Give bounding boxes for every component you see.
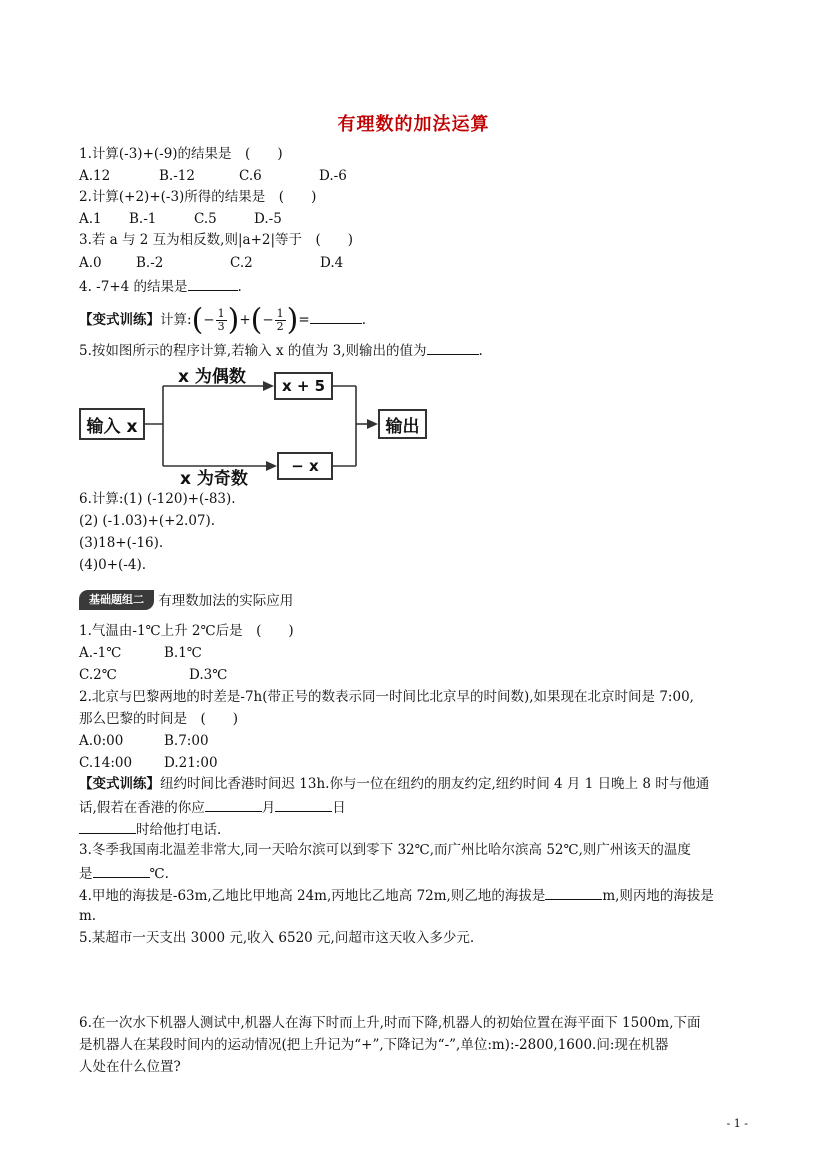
variant-training-2-line-1: 【变式训练】纽约时间比香港时间迟 13h.你与一位在纽约的朋友约定,纽约时间 4 月 1 日晚上 8 时与他通: [79, 776, 710, 792]
variant-label: 【变式训练】: [79, 312, 160, 328]
answer-blank[interactable]: [188, 276, 238, 291]
g-question-5: 5.某超市一天支出 3000 元,收入 6520 元,问超市这天收入多少元.: [79, 930, 475, 946]
fraction-one-third: $\frac{1}{3}$: [217, 307, 225, 333]
question-5: 5.按如图所示的程序计算,若输入 x 的值为 3,则输出的值为 .: [79, 340, 483, 360]
option-c: C.5: [194, 211, 217, 227]
g-question-6-line-3: 人处在什么位置?: [79, 1059, 181, 1075]
month-blank[interactable]: [205, 797, 262, 812]
variant-training-2-line-3: 时给他打电话.: [79, 819, 221, 839]
option-d: D.-6: [319, 168, 347, 184]
variant-training-1: 【变式训练】计算:(− $\frac{1}{3}$ )+(− $\frac{1}{2}$ )= .: [79, 302, 366, 338]
question-6-part-1: 6.计算:(1) (-120)+(-83).: [79, 491, 236, 507]
option-b: B.-1: [129, 211, 157, 227]
question-3-stem: 3.若 a 与 2 互为相反数,则|a+2|等于 ( ): [79, 232, 354, 248]
g-question-4-line-1: 4.甲地的海拔是-63m,乙地比甲地高 24m,丙地比乙地高 72m,则乙地的海拔是 m,则丙地的海拔是: [79, 885, 714, 905]
variant-label: 【变式训练】: [79, 776, 160, 792]
variant-training-2-line-2: 话,假若在香港的你应 月 日: [79, 797, 346, 817]
page-title: 有理数的加法运算: [337, 114, 490, 135]
option-a: A.0: [79, 255, 102, 271]
question-2-options: [79, 210, 282, 228]
flow-odd-label: x 为奇数: [180, 469, 248, 489]
g-question-1-stem: 1.气温由-1℃上升 2℃后是 ( ): [79, 623, 294, 639]
g-question-4-line-2: m.: [79, 908, 97, 924]
question-2-stem: 2.计算(+2)+(-3)所得的结果是 ( ): [79, 189, 317, 205]
question-6-part-2: (2) (-1.03)+(+2.07).: [79, 513, 216, 529]
option-a: A.12: [79, 168, 111, 184]
option-d: D.-5: [254, 211, 282, 227]
option-b: B.1℃: [164, 645, 202, 661]
g-question-6-line-2: 是机器人在某段时间内的运动情况(把上升记为“+”,下降记为“-”,单位:m):-2800,1600.问:现在机器: [79, 1037, 669, 1053]
answer-blank[interactable]: [545, 885, 602, 900]
fraction-one-half: $\frac{1}{2}$: [276, 307, 284, 333]
question-3-options: [79, 254, 343, 272]
question-4: 4. -7+4 的结果是 .: [79, 276, 242, 296]
page-number: - 1 -: [726, 1117, 748, 1130]
flow-output-box: 输出: [378, 409, 427, 439]
option-a: A.0:00: [79, 733, 124, 749]
section-title: 有理数加法的实际应用: [158, 593, 294, 609]
flow-add-five-box: x + 5: [274, 372, 333, 400]
day-blank[interactable]: [275, 797, 332, 812]
option-b: B.7:00: [164, 733, 209, 749]
flow-even-label: x 为偶数: [178, 367, 246, 387]
option-c: C.6: [239, 168, 262, 184]
option-c: C.2: [230, 255, 253, 271]
hour-blank[interactable]: [79, 819, 136, 834]
option-d: D.3℃: [189, 667, 228, 683]
g-question-3-line-2: 是 ℃.: [79, 863, 169, 883]
option-c: C.14:00: [79, 755, 133, 771]
section-header: [79, 592, 293, 612]
g-question-3-line-1: 3.冬季我国南北温差非常大,同一天哈尔滨可以到零下 32℃,而广州比哈尔滨高 52℃,则广州该天的温度: [79, 842, 691, 858]
option-d: D.4: [320, 255, 344, 271]
option-a: A.1: [79, 211, 102, 227]
answer-blank[interactable]: [93, 863, 150, 878]
question-6-part-3: (3)18+(-16).: [79, 535, 164, 551]
question-1-options: [79, 167, 347, 185]
question-6-part-4: (4)0+(-4).: [79, 557, 146, 573]
g-question-2-line-1: 2.北京与巴黎两地的时差是-7h(带正号的数表示同一时间比北京早的时间数),如果现在北京时间是 7:00,: [79, 689, 694, 705]
answer-blank[interactable]: [310, 309, 362, 324]
option-b: B.-12: [159, 168, 195, 184]
flow-input-box: 输入 x: [79, 408, 145, 440]
question-1-stem: 1.计算(-3)+(-9)的结果是 ( ): [79, 146, 283, 162]
answer-blank[interactable]: [427, 340, 479, 355]
g-question-6-line-1: 6.在一次水下机器人测试中,机器人在海下时而上升,时而下降,机器人的初始位置在海平面下 1500m,下面: [79, 1015, 701, 1031]
section-badge: 基础题组二: [79, 590, 154, 610]
option-c: C.2℃: [79, 667, 117, 683]
option-b: B.-2: [136, 255, 164, 271]
option-a: A.-1℃: [79, 645, 122, 661]
option-d: D.21:00: [164, 755, 218, 771]
g-question-2-line-2: 那么巴黎的时间是 ( ): [79, 711, 239, 727]
flow-negate-box: − x: [277, 452, 333, 480]
